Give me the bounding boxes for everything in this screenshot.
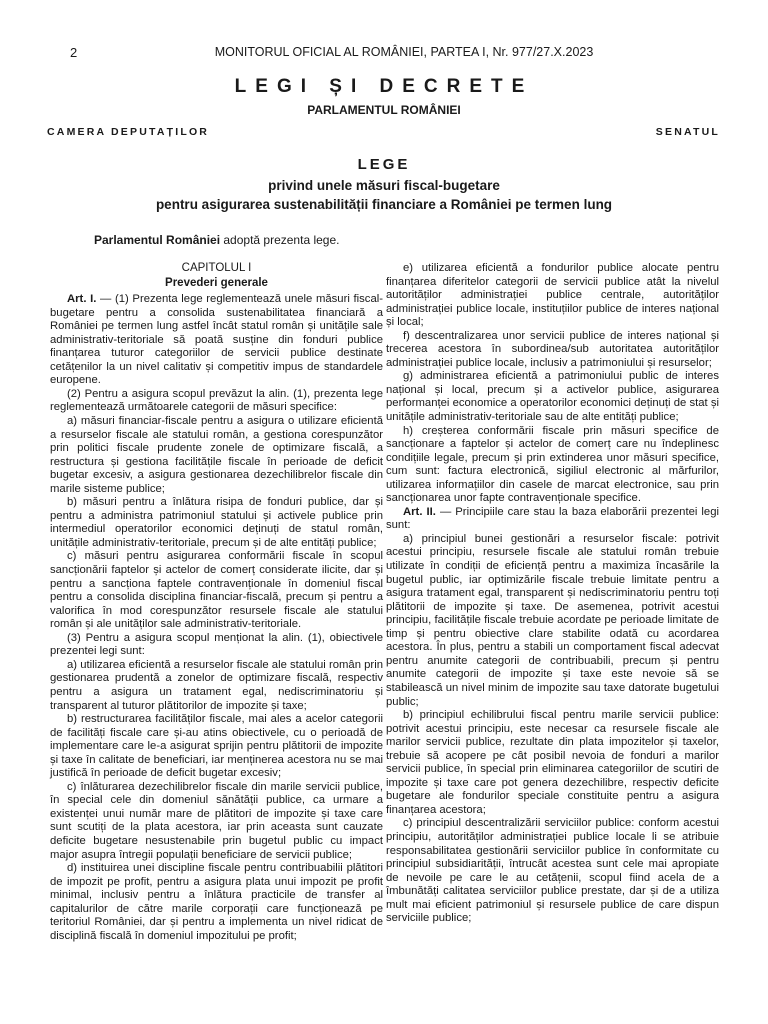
section-title: LEGI ȘI DECRETE bbox=[234, 76, 534, 97]
law-type: LEGE bbox=[357, 156, 411, 173]
adoption-subject: Parlamentul României bbox=[94, 233, 221, 247]
article-1-text: — (1) Prezenta lege reglementează unele măsuri fiscal-bugetare pentru a consolida sustenabilitatea financiară a României pe termen lung astfel încât statul român și unitățile sale administrativ-teritoriale să poată susține din fonduri publice finanțarea tuturor categoriilor de servicii publice destinate cetățenilor la un nivel calitativ și competitiv impus de standardele europene. bbox=[50, 293, 384, 387]
chapter-title: Prevederi generale bbox=[165, 276, 268, 289]
article-1-label: Art. I. bbox=[67, 293, 97, 306]
article-1-paragraph-2: (2) Pentru a asigura scopul prevăzut la alin. (1), prezenta lege reglementează următoarele categorii de măsuri specifice: bbox=[50, 387, 383, 414]
parliament-heading: PARLAMENTUL ROMÂNIEI bbox=[307, 103, 461, 117]
objective-h: h) creșterea conformării fiscale prin măsuri specifice de sancționare a faptelor și actelor de comerț care nu îndeplinesc condițiile legale, precum și prin extinderea unor măsuri specifice, cum sunt: factura electronică, sigiliul electronic al mărfurilor, utilizarea informațiilor din casele de marcat electronice, sau prin sancționarea unor fapte contravenționale specifice. bbox=[386, 424, 719, 505]
chapter-label: CAPITOLUL I bbox=[181, 262, 252, 274]
article-1-paragraph-3: (3) Pentru a asigura scopul menționat la alin. (1), obiectivele prezentei legi sunt: bbox=[50, 631, 383, 658]
principle-c: c) principiul descentralizării serviciilor publice: conform acestui principiu, autorităților administrației publice locale li se atribuie responsabilitatea gestionării serviciilor publice în conformitate cu principiul subsidiarității, întrucât acestea sunt cele mai apropiate de nevoile pe care le au cetățenii, scopul fiind acela de a îmbunătăți calitatea serviciilor publice prestate, dar și de a utiliza mult mai eficient patrimoniul și resursele publice de care dispun serviciile publice; bbox=[386, 817, 719, 925]
senate-label: SENATUL bbox=[655, 126, 720, 138]
adoption-text: adoptă prezenta lege. bbox=[220, 233, 340, 247]
adoption-statement bbox=[94, 233, 339, 247]
left-column bbox=[50, 262, 383, 943]
page-number: 2 bbox=[70, 45, 78, 60]
principle-a: a) principiul bunei gestionări a resurselor fiscale: potrivit acestui principiu, resursele fiscale ale statului român trebuie utilizate în condiții de eficiență pentru a maximiza încasările la bugetul public, iar optimizările fiscale trebuie limitate pentru a asigura tratament egal, transparent și nediscriminatoriu pentru toți plătitorii de impozite și taxe. De asemenea, potrivit acestui principiu, facilitățile fiscale trebuie acordate pe perioade limitate de timp și pentru obiective clare stabilite odată cu acordarea acestora. În plus, pentru a stabili un comportament fiscal adecvat pentru anumite categorii de contribuabili, precum și pentru anumite categorii de impozite și taxe este nevoie să se stabilească un nivel minim de impozite sau taxe datorate bugetului public; bbox=[386, 532, 719, 708]
list-item-c: c) măsuri pentru asigurarea conformării fiscale în scopul sancționării faptelor și actelor de comerț considerate ilicite, dar și pentru a sancționa faptele contravenționale în domeniul fiscal pentru a consolida disciplina financiar-fiscală, precum și pentru a valorifica în mod corespunzător resursele fiscale ale statului român și ale unităților sale administrativ-teritoriale. bbox=[50, 550, 383, 631]
article-2-label: Art. II. bbox=[403, 505, 436, 518]
objective-b: b) restructurarea facilităților fiscale, mai ales a acelor categorii de facilități fiscale care și-au atins obiectivele, cu o perioadă de implementare care le-a asigurat sprijin pentru plătitorii de impozite și taxe în calitate de beneficiari, iar menținerea acestora nu se mai justifică în perioade de deficit bugetar excesiv; bbox=[50, 713, 383, 780]
article-2-text: — Principiile care stau la baza elaborării prezentei legi sunt: bbox=[386, 505, 719, 532]
list-item-a: a) măsuri financiar-fiscale pentru a asigura o utilizare eficientă a resurselor fiscale ale statului român, a gestiona corespunzător prin politici fiscale prudente zonele de optimizare fiscală, a restructura și gestiona facilitățile fiscale în perioade de deficit bugetar excesiv, a asigura gestionarea dezechilibrelor fiscale din marile sisteme publice; bbox=[50, 415, 383, 495]
objective-e: e) utilizarea eficientă a fondurilor publice alocate pentru finanțarea diferitelor categorii de servicii publice atât la nivelul autorităților administrației publice centrale, autorităților administrației publice locale, instituțiilor publice de interes național și local; bbox=[386, 262, 719, 329]
law-title-line-1: privind unele măsuri fiscal-bugetare bbox=[268, 178, 500, 193]
law-title bbox=[0, 176, 768, 214]
chamber-deputies-label: CAMERA DEPUTAȚILOR bbox=[47, 126, 210, 138]
article-1-paragraph-1 bbox=[50, 293, 383, 388]
objective-f: f) descentralizarea unor servicii publice de interes național și trecerea acestora în subordinea/sub autoritatea autorităților administrației publice locale, inclusiv a patrimoniului și resurselor; bbox=[386, 329, 719, 369]
law-title-line-2: pentru asigurarea sustenabilității financiare a României pe termen lung bbox=[155, 197, 613, 212]
right-column bbox=[386, 262, 719, 926]
objective-d: d) instituirea unei discipline fiscale pentru contribuabilii plătitori de impozit pe profit, pentru a asigura plata unui impozit pe profit minimal, inclusiv pentru a înlătura practicile de transfer al capitalurilor de către marile corporații care funcționează pe teritoriul României, dar și pentru a implementa un nivel ridicat de disciplină fiscală în domeniul impozitului pe profit; bbox=[50, 862, 383, 942]
objective-g: g) administrarea eficientă a patrimoniului public de interes național și local, precum și a activelor publice, asigurarea performanței economice a operatorilor economici deținuți de stat și unitățile administrativ-teritoriale sau de alte entități publice; bbox=[386, 370, 719, 424]
article-2-intro bbox=[386, 506, 719, 533]
objective-c: c) înlăturarea dezechilibrelor fiscale din marile servicii publice, în special cele din domeniul sănătății publice, ca urmare a existenței unui număr mare de plătitori de impozite și taxe care sunt scutiți de la plata acestora, iar prin aceasta sunt cauzate deficite bugetare nesustenabile prin bugetul public cu impact major asupra întregii populații beneficiare de servicii publice; bbox=[50, 780, 383, 861]
list-item-b: b) măsuri pentru a înlătura risipa de fonduri publice, dar și pentru a administra patrimoniul statului și activele publice prin intermediul operatorilor economici deținuți de statul român, unitățile administrativ-teritoriale, precum și de alte entități publice; bbox=[50, 496, 383, 549]
objective-a: a) utilizarea eficientă a resurselor fiscale ale statului român prin gestionarea prudentă a zonelor de optimizare fiscală, respectiv pentru a asigura un tratament egal, nediscriminatoriu și transparent al tuturor plătitorilor de impozite și taxe; bbox=[50, 658, 383, 712]
running-head: MONITORUL OFICIAL AL ROMÂNIEI, PARTEA I, Nr. 977/27.X.2023 bbox=[214, 45, 594, 59]
principle-b: b) principiul echilibrului fiscal pentru marile servicii publice: potrivit acestui principiu, este necesar ca resursele fiscale ale marilor servicii publice, rezultate din plata impozitelor și taxelor, trebuie să acopere pe cât posibil nevoia de fonduri a marilor servicii publice, în special prin eliminarea categoriilor de scutiri de impozite și taxe care pot genera dezechilibre, respectiv deficite bugetare ale fondurilor speciale constituite pentru a asigura finanțarea acestora; bbox=[386, 709, 719, 816]
